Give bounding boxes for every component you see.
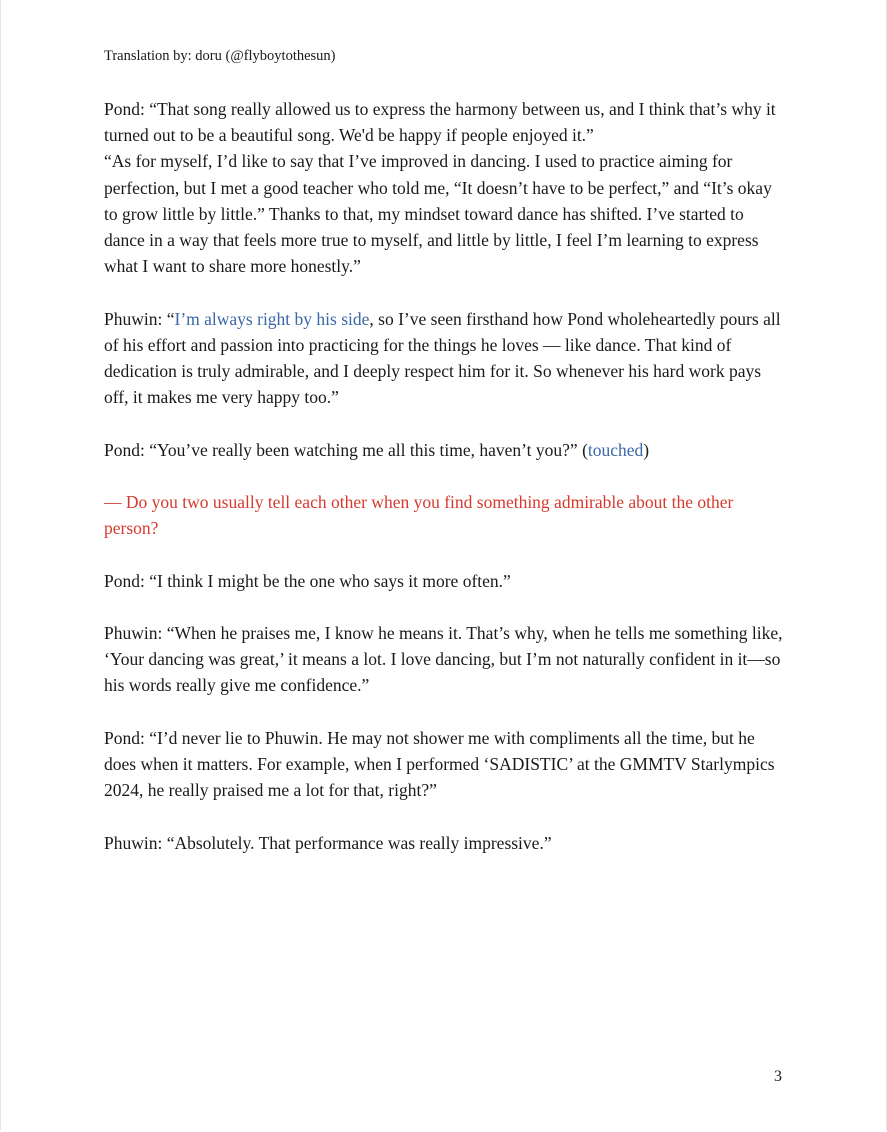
paragraph-pond-dance: “As for myself, I’d like to say that I’ve improved in dancing. I used to practice aiming for perfection, but I met a good teacher who told me, “It doesn’t have to be perfect,” and “It’s okay to grow little by little.” Thanks to that, my mindset toward dance has shifted. I’ve started to dance in a way that feels more true to myself, and little by little, I feel I’m learning to express what I want to share more honestly.” (104, 151, 772, 277)
paragraph-pond-says-more: Pond: “I think I might be the one who says it more often.” (104, 570, 511, 591)
paragraph-gap (104, 541, 788, 567)
paragraph-gap (104, 410, 788, 436)
touched-link[interactable]: touched (587, 439, 644, 460)
interview-question: — Do you two usually tell each other when you find something admirable about the other person? (104, 492, 734, 539)
paragraph-pond-song: Pond: “That song really allowed us to express the harmony between us, and I think that’s why it turned out to be a beautiful song. We'd be happy if people enjoyed it.” (104, 99, 776, 146)
paragraph-gap (104, 594, 788, 620)
paragraph-text: ) (643, 439, 650, 460)
paragraph-pond-watching (104, 437, 788, 463)
page-number: 3 (774, 1068, 782, 1085)
paragraph-pond-never-lie: Pond: “I’d never lie to Phuwin. He may not shower me with compliments all the time, but he does when it matters. For example, when I performed ‘SADISTIC’ at the GMMTV Starlympics 2024, he really praised me a lot for that, right?” (104, 727, 775, 801)
paragraph-phuwin-absolutely: Phuwin: “Absolutely. That performance was really impressive.” (104, 832, 552, 853)
paragraph-gap (104, 803, 788, 829)
translation-credit: Translation by: doru (@flyboytothesun) (104, 48, 336, 64)
paragraph-gap (104, 279, 788, 305)
speaker-prefix: Phuwin: “ (104, 308, 175, 329)
paragraph-text: , so I’ve seen firsthand how Pond wholeheartedly pours all of his effort and passion into practicing for the things he loves — like dance. That kind of dedication is truly admirable, and I deeply respect him for it. So whenever his hard work pays off, it makes me very happy too.” (104, 308, 781, 408)
article-body (104, 96, 788, 856)
paragraph-text: Pond: “You’ve really been watching me all this time, haven’t you?” ( (104, 439, 588, 460)
paragraph-gap (104, 463, 788, 489)
paragraph-phuwin-praise: Phuwin: “When he praises me, I know he means it. That’s why, when he tells me something like, ‘Your dancing was great,’ it means a lot. I love dancing, but I’m not naturally confident in it—so his words really give me confidence.” (104, 622, 783, 696)
paragraph-gap (104, 699, 788, 725)
quote-link-right-by-his-side[interactable]: I’m always right by his side (174, 308, 370, 329)
paragraph-phuwin-side (104, 306, 788, 411)
